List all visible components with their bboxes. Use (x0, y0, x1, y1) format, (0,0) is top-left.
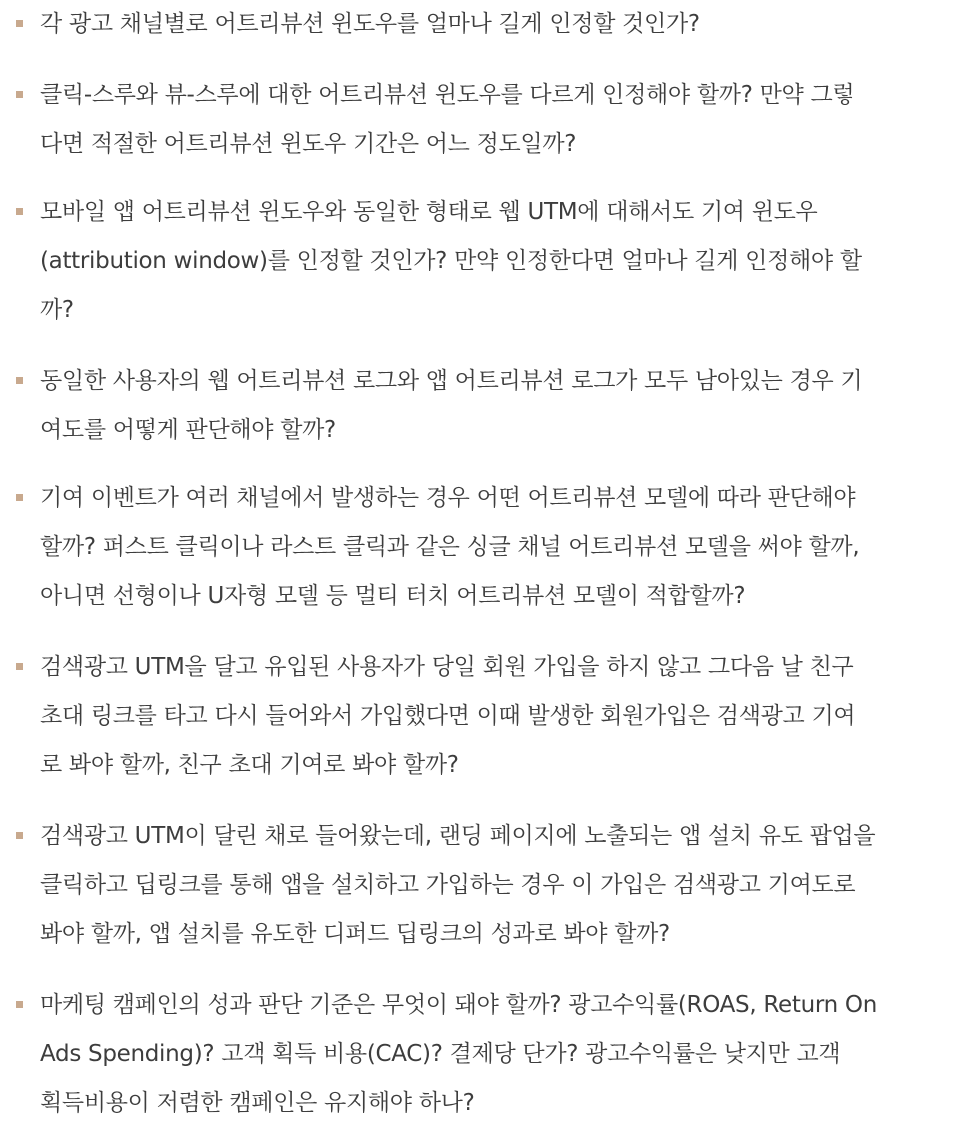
text-line: 아니면 선형이나 U자형 모델 등 멀티 터치 어트리뷰션 모델이 적합할까? (40, 583, 746, 609)
text-line: 까? (40, 297, 74, 323)
bullet-icon (16, 1001, 23, 1008)
text-line: 여도를 어떻게 판단해야 할까? (40, 417, 336, 443)
bullet-icon (16, 663, 23, 670)
question-text (40, 981, 962, 1128)
bullet-icon (16, 208, 23, 215)
text-line: 검색광고 UTM을 달고 유입된 사용자가 당일 회원 가입을 하지 않고 그다음 날 친구 (40, 654, 854, 680)
text-line: 마케팅 캠페인의 성과 판단 기준은 무엇이 돼야 할까? 광고수익률(ROAS, Return On (40, 992, 877, 1018)
bullet-icon (16, 832, 23, 839)
question-text (40, 188, 962, 335)
text-line: 각 광고 채널별로 어트리뷰션 윈도우를 얼마나 길게 인정할 것인가? (40, 11, 700, 37)
bullet-icon (16, 494, 23, 501)
question-text (40, 643, 962, 790)
question-text (40, 357, 962, 455)
question-text (40, 474, 962, 621)
text-line: 기여 이벤트가 여러 채널에서 발생하는 경우 어떤 어트리뷰션 모델에 따라 판단해야 (40, 485, 856, 511)
text-line: 모바일 앱 어트리뷰션 윈도우와 동일한 형태로 웹 UTM에 대해서도 기여 윈도우 (40, 199, 818, 225)
text-line: 초대 링크를 타고 다시 들어와서 가입했다면 이때 발생한 회원가입은 검색광고 기여 (40, 703, 856, 729)
text-line: 클릭-스루와 뷰-스루에 대한 어트리뷰션 윈도우를 다르게 인정해야 할까? 만약 그렇 (40, 82, 855, 108)
text-line: 클릭하고 딥링크를 통해 앱을 설치하고 가입하는 경우 이 가입은 검색광고 기여도로 (40, 872, 856, 898)
text-line: 획득비용이 저렴한 캠페인은 유지해야 하나? (40, 1090, 475, 1116)
text-line: 로 봐야 할까, 친구 초대 기여로 봐야 할까? (40, 752, 459, 778)
text-line: 다면 적절한 어트리뷰션 윈도우 기간은 어느 정도일까? (40, 131, 577, 157)
text-line: (attribution window)를 인정할 것인가? 만약 인정한다면 얼마나 길게 인정해야 할 (40, 248, 862, 274)
text-line: Ads Spending)? 고객 획득 비용(CAC)? 결제당 단가? 광고수익률은 낮지만 고객 (40, 1041, 841, 1067)
question-text (40, 812, 962, 959)
bullet-icon (16, 377, 23, 384)
text-line: 할까? 퍼스트 클릭이나 라스트 클릭과 같은 싱글 채널 어트리뷰션 모델을 써야 할까, (40, 534, 860, 560)
bullet-icon (16, 20, 23, 27)
text-line: 봐야 할까, 앱 설치를 유도한 디퍼드 딥링크의 성과로 봐야 할까? (40, 921, 670, 947)
question-text (40, 71, 962, 169)
text-line: 동일한 사용자의 웹 어트리뷰션 로그와 앱 어트리뷰션 로그가 모두 남아있는 경우 기 (40, 368, 863, 394)
bullet-icon (16, 91, 23, 98)
question-text (40, 0, 962, 49)
text-line: 검색광고 UTM이 달린 채로 들어왔는데, 랜딩 페이지에 노출되는 앱 설치 유도 팝업을 (40, 823, 876, 849)
